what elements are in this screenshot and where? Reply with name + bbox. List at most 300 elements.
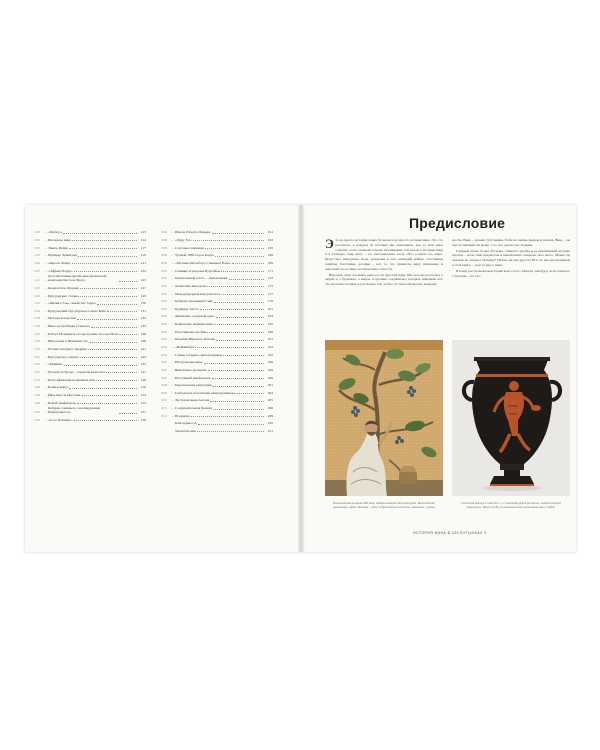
- toc-year: 2005: [161, 329, 168, 334]
- toc-page-number: 141: [140, 347, 146, 352]
- toc-entry[interactable]: [34, 383, 146, 390]
- toc-dash: —: [171, 352, 175, 357]
- toc-title: «Найлинберг»: [175, 345, 197, 349]
- preface-title: Предисловие: [409, 215, 506, 231]
- toc-page-number: 206: [267, 406, 273, 411]
- toc-leader-dots: [207, 285, 264, 287]
- toc-year: 1480: [34, 385, 41, 390]
- page-folio: ИСТОРИЯ ВИНА В 100 БУТЫЛКАХ 9: [413, 531, 487, 535]
- toc-dash: —: [171, 253, 175, 258]
- toc-title: Благодарность: [175, 421, 197, 426]
- toc-title: «Мозаика Мальборо Совиньон Блан»: [175, 260, 231, 265]
- toc-dash: —: [44, 369, 48, 374]
- toc-dash: —: [171, 314, 175, 319]
- toc-leader-dots: [91, 326, 137, 328]
- toc-entry[interactable]: [34, 337, 146, 344]
- toc-entry[interactable]: [161, 366, 273, 373]
- toc-year: 2010: [161, 398, 168, 403]
- toc-title: Бургундский бургундское основе Бейе: [48, 308, 106, 313]
- toc-entry[interactable]: [34, 406, 146, 415]
- toc-leader-dots: [69, 387, 137, 389]
- toc-entry[interactable]: [34, 352, 146, 359]
- toc-title: Шелковое вино: [48, 238, 72, 243]
- preface-paragraph: то не просто история самих бутылок и не просто история вина. Это сто рассказов, в каждом из которых мы описываем, как то или иное событие стало главным героем. Посвящение тем вехам в истории вина и в культуре, ведь вино – это неотъемлемая часть «Что создало его мир». Искусство, виноделие, мода, рождение и хаос империй, войны, счастливые ошибки, блестящие догадки – всё то, что принесло вину признание и непохожесть, и такие человеческие слабости.: [325, 238, 443, 271]
- toc-title: Бургундское главное: [48, 354, 79, 359]
- toc-year: 1415: [34, 285, 41, 290]
- toc-title: Вино на пробирке Стиновсс: [48, 324, 90, 329]
- toc-leader-dots: [214, 301, 264, 303]
- toc-entry[interactable]: [34, 243, 146, 250]
- toc-title: Бургундские статьи: [48, 293, 78, 298]
- toc-year: 1420: [34, 293, 41, 298]
- toc-year: 2000: [161, 253, 168, 258]
- toc-leader-dots: [215, 323, 264, 325]
- toc-entry[interactable]: [161, 289, 273, 296]
- toc-title: Самые «старые» виноградники: [175, 352, 222, 357]
- preface-paragraph: Впрочем, сама эта книга выросла из простой идеи. Мы хотели рассказать о людях и о бутылках, о вещах «случайно созданных», которые изменили всё, что мы пьём сегодня, и рассказать так, чтобы это было интересно каждому.: [325, 272, 443, 287]
- toc-entry[interactable]: [34, 236, 146, 243]
- toc-leader-dots: [215, 255, 264, 257]
- toc-page-number: 211: [267, 429, 273, 434]
- toc-page-number: 125: [140, 278, 146, 283]
- toc-leader-dots: [119, 280, 137, 282]
- toc-page-number: 196: [267, 360, 273, 365]
- toc-year: 2006: [161, 345, 168, 349]
- toc-page-number: 129: [140, 293, 146, 298]
- toc-title: Центральный Отаго – Дальновидно: [175, 276, 229, 281]
- toc-leader-dots: [213, 408, 264, 410]
- toc-dash: —: [44, 230, 48, 235]
- toc-year: 1998: [161, 238, 168, 243]
- toc-leader-dots: [96, 379, 137, 381]
- toc-entry[interactable]: [161, 228, 273, 235]
- toc-entry[interactable]: [34, 284, 146, 291]
- toc-year: 2003: [161, 299, 168, 304]
- toc-title: «Сэсе Плюмен»: [48, 417, 72, 422]
- toc-title: Пять вкусов Оргеоны: [48, 392, 81, 397]
- preface-text-column-2: [452, 238, 570, 278]
- mosaic-caption: Византийская мозаика XIII века, изображающая сбор винограда. Ватопедский монастырь, Афон. Мозаика – один из древнейших сюжетов, связанных с вином.: [332, 501, 436, 509]
- toc-dash: —: [171, 398, 175, 403]
- toc-entry[interactable]: [34, 375, 146, 382]
- toc-title: Урожай 1982 года в Бордо: [175, 253, 214, 258]
- toc-page-number: 184: [267, 314, 273, 319]
- toc-leader-dots: [212, 377, 264, 379]
- toc-dash: —: [171, 337, 175, 342]
- toc-dash: —: [171, 413, 175, 418]
- toc-entry[interactable]: [34, 291, 146, 298]
- toc-dash: —: [171, 299, 175, 304]
- toc-page-number: 163: [267, 238, 273, 243]
- toc-leader-dots: [232, 262, 264, 264]
- toc-dash: —: [171, 322, 175, 327]
- toc-page-number: 177: [267, 291, 273, 296]
- toc-leader-dots: [119, 412, 137, 414]
- toc-page-number: 114: [140, 238, 146, 243]
- toc-dash: —: [171, 260, 175, 265]
- toc-year: 2002: [161, 291, 168, 296]
- toc-entry[interactable]: [34, 266, 146, 273]
- toc-year: 1476: [34, 377, 41, 382]
- toc-entry[interactable]: [161, 396, 273, 403]
- toc-page-number: 189: [267, 329, 273, 334]
- toc-leader-dots: [207, 331, 264, 333]
- toc-dash: —: [44, 339, 48, 344]
- toc-leader-dots: [64, 364, 137, 366]
- toc-page-number: 169: [267, 260, 273, 265]
- toc-page-number: 136: [140, 331, 146, 336]
- toc-title: Кювелатное Фрэнки: [48, 285, 79, 290]
- toc-leader-dots: [69, 247, 137, 249]
- toc-entry[interactable]: [34, 368, 146, 375]
- toc-entry[interactable]: [161, 381, 273, 388]
- toc-entry[interactable]: [161, 358, 273, 365]
- toc-leader-dots: [77, 318, 137, 320]
- toc-leader-dots: [197, 430, 264, 432]
- preface-paragraph: мосты, Вино – знания субстанция. Если вот жизнь видная и полная, Вино – не просто выпивка на вечер, а то, что делает нас людьми.: [452, 238, 570, 247]
- toc-entry[interactable]: [34, 314, 146, 321]
- toc-year: 1996: [161, 230, 168, 235]
- toc-entry[interactable]: [161, 251, 273, 258]
- toc-entry[interactable]: [34, 228, 146, 235]
- toc-page-number: 165: [267, 245, 273, 250]
- toc-leader-dots: [204, 362, 264, 364]
- preface-paragraph: В нашу расстолковали истории всего этого. Иногда они будут всего-навсего о бутылке – на что...: [452, 268, 570, 278]
- toc-entry[interactable]: [161, 335, 273, 342]
- toc-year: 1445: [34, 331, 41, 336]
- toc-entry[interactable]: [161, 388, 273, 395]
- toc-leader-dots: [212, 385, 264, 387]
- toc-leader-dots: [229, 278, 264, 280]
- toc-title: Эмиль Пейно: [48, 245, 69, 250]
- toc-leader-dots: [119, 333, 137, 335]
- toc-year: 1999: [161, 245, 168, 250]
- toc-year: 1407: [34, 268, 41, 273]
- toc-page-number: 159: [140, 417, 146, 422]
- toc-year: 1490: [34, 400, 41, 405]
- toc-entry[interactable]: [161, 236, 273, 243]
- toc-page-number: 147: [140, 369, 146, 374]
- toc-year: 2001: [161, 276, 168, 281]
- toc-dash: —: [171, 329, 175, 334]
- toc-leader-dots: [78, 255, 137, 257]
- toc-page-number: 210: [267, 421, 273, 426]
- toc-year: 1403: [34, 260, 41, 265]
- toc-leader-dots: [216, 316, 264, 318]
- vase-caption: Греческий кратер V века до н. э. с краснофигурной росписью, изображающей пирующего. Такие сосуды использовали для смешивания вина с водой.: [461, 501, 561, 509]
- toc-page-number: 161: [267, 230, 273, 235]
- toc-leader-dots: [72, 262, 137, 264]
- toc-entry[interactable]: [161, 320, 273, 327]
- toc-title: «Эрру Тас»: [175, 238, 193, 243]
- toc-entry[interactable]: [161, 266, 273, 273]
- toc-dash: —: [44, 354, 48, 359]
- toc-year: 1430: [34, 308, 41, 313]
- toc-title: Экстремальная Англия: [175, 398, 210, 403]
- toc-page-number: 209: [267, 413, 273, 418]
- toc-entry[interactable]: [34, 345, 146, 352]
- toc-entry[interactable]: [161, 281, 273, 288]
- toc-entry[interactable]: [161, 411, 273, 418]
- toc-page-number: 199: [267, 367, 273, 372]
- toc-title: «Бароло Флёр»: [48, 260, 71, 265]
- toc-entry[interactable]: [161, 327, 273, 334]
- toc-dash: —: [44, 316, 48, 321]
- toc-title: Премьер Эрмитажа: [48, 253, 78, 258]
- toc-dash: —: [44, 417, 48, 422]
- toc-entry[interactable]: [34, 251, 146, 258]
- toc-entry[interactable]: [161, 350, 273, 357]
- toc-title: Кавказские лидианы вина: [175, 322, 214, 327]
- toc-entry[interactable]: [34, 329, 146, 336]
- toc-leader-dots: [210, 400, 264, 402]
- toc-year: 2008: [161, 383, 168, 388]
- toc-leader-dots: [208, 369, 265, 371]
- drop-cap: Э: [325, 236, 334, 251]
- toc-title: Дело Бюзеньяк против винодельческой компании Кастель Фрэрэ: [48, 273, 107, 283]
- toc-leader-dots: [63, 232, 137, 234]
- toc-page-number: 201: [267, 383, 273, 388]
- toc-title: Пластиковые пробки: [175, 329, 207, 334]
- toc-title: Классификация почвенных вин: [48, 377, 95, 382]
- toc-title: Указатель вин: [175, 429, 196, 434]
- toc-year: 1440: [34, 324, 41, 329]
- toc-year: 2007: [161, 375, 168, 380]
- toc-page-number: 191: [267, 337, 273, 342]
- toc-year: 2011: [161, 406, 168, 411]
- toc-title: Винтажное хранение: [175, 367, 207, 372]
- toc-entry[interactable]: [161, 304, 273, 311]
- toc-entry[interactable]: [34, 360, 146, 367]
- toc-title: Натуральные вина: [175, 360, 203, 365]
- toc-year: 1436: [34, 316, 41, 321]
- toc-leader-dots: [73, 419, 137, 421]
- toc-dash: —: [44, 268, 48, 273]
- toc-leader-dots: [200, 308, 264, 310]
- toc-leader-dots: [80, 356, 137, 358]
- toc-dash: —: [44, 293, 48, 298]
- toc-title: Вина цены в Шампани тех: [48, 339, 88, 344]
- toc-leader-dots: [218, 270, 264, 272]
- toc-dash: —: [171, 291, 175, 296]
- toc-title: Каберне завоевывает мир: [175, 299, 214, 304]
- toc-entry[interactable]: [161, 419, 273, 426]
- toc-title: Конкон вирус: [48, 385, 69, 390]
- toc-dash: —: [44, 392, 48, 397]
- toc-title: Сортовые названия: [175, 245, 204, 250]
- toc-dash: —: [44, 245, 48, 250]
- toc-dash: —: [171, 276, 175, 281]
- toc-title: Сокрушительная Кьянти: [175, 406, 212, 411]
- toc-leader-dots: [212, 232, 264, 234]
- toc-entry[interactable]: [34, 299, 146, 306]
- toc-page-number: 135: [140, 324, 146, 329]
- toc-title: Бароньевская репутация: [175, 383, 212, 388]
- toc-leader-dots: [89, 341, 137, 343]
- toc-entry[interactable]: [34, 390, 146, 397]
- toc-year: 2005: [161, 337, 168, 342]
- toc-year: 2006: [161, 352, 168, 357]
- toc-title: Международная консультанта: [175, 291, 220, 296]
- toc-dash: —: [171, 245, 175, 250]
- toc-year: 1425: [34, 301, 41, 306]
- toc-entry[interactable]: [161, 427, 273, 434]
- toc-year: 1411: [34, 278, 41, 283]
- toc-year: 1461: [34, 354, 41, 359]
- toc-leader-dots: [216, 339, 264, 341]
- toc-page-number: 193: [267, 345, 273, 349]
- toc-page-number: 195: [267, 352, 273, 357]
- toc-entry[interactable]: [34, 274, 146, 283]
- toc-page-number: 121: [140, 260, 146, 265]
- toc-title: Латинские виноделы: [175, 283, 207, 288]
- toc-entry[interactable]: [34, 398, 146, 405]
- toc-leader-dots: [72, 239, 137, 241]
- toc-page-number: 122: [140, 268, 146, 273]
- toc-title: Белый зинфандель: [48, 400, 76, 405]
- greek-vase-image: [452, 340, 570, 496]
- toc-year: 1470: [34, 369, 41, 374]
- toc-dash: —: [44, 253, 48, 258]
- toc-page-number: 153: [140, 392, 146, 397]
- toc-page-number: 200: [267, 375, 273, 380]
- toc-page-number: 172: [267, 276, 273, 281]
- toc-title: Движение «здоровой еды»: [175, 314, 215, 319]
- toc-year: 1455: [34, 347, 41, 352]
- toc-page-number: 155: [140, 400, 146, 405]
- toc-leader-dots: [74, 270, 137, 272]
- toc-dash: —: [44, 377, 48, 382]
- toc-page-number: 127: [140, 285, 146, 290]
- toc-page-number: 203: [267, 390, 273, 395]
- toc-title: Настоящий Зинфандель: [175, 375, 211, 380]
- toc-page-number: 113: [140, 230, 146, 235]
- toc-title: Почему не бренд – гарантия качества?: [48, 369, 106, 374]
- toc-dash: —: [44, 278, 48, 283]
- toc-dash: —: [171, 367, 175, 372]
- contents-page: [25, 205, 300, 552]
- mosaic-image: [325, 340, 443, 496]
- toc-leader-dots: [197, 346, 264, 348]
- toc-leader-dots: [191, 415, 264, 417]
- toc-leader-dots: [88, 348, 137, 350]
- toc-column-1: [34, 228, 146, 423]
- toc-year: 1382: [34, 230, 41, 235]
- toc-leader-dots: [81, 394, 137, 396]
- toc-page-number: 157: [140, 410, 146, 415]
- toc-entry[interactable]: [34, 259, 146, 266]
- toc-entry[interactable]: [161, 404, 273, 411]
- toc-entry[interactable]: [161, 312, 273, 319]
- toc-page-number: 130: [140, 301, 146, 306]
- toc-year: 2000: [161, 260, 168, 265]
- toc-dash: —: [44, 285, 48, 290]
- toc-dash: —: [171, 238, 175, 243]
- toc-dash: —: [44, 308, 48, 313]
- toc-column-2: [161, 228, 273, 434]
- toc-page-number: 175: [267, 283, 273, 288]
- toc-entry[interactable]: [161, 259, 273, 266]
- toc-page-number: 117: [140, 245, 146, 250]
- toc-year: 2007: [161, 367, 168, 372]
- toc-dash: —: [171, 406, 175, 411]
- toc-year: 2001: [161, 268, 168, 273]
- toc-title: «Ридини»: [48, 362, 63, 367]
- toc-year: 1495: [34, 410, 41, 415]
- toc-leader-dots: [198, 423, 264, 425]
- toc-page-number: 181: [267, 306, 273, 311]
- toc-year: 2006: [161, 360, 168, 365]
- toc-page-number: 166: [267, 253, 273, 258]
- toc-leader-dots: [77, 402, 137, 404]
- toc-entry[interactable]: [161, 274, 273, 281]
- toc-page-number: 132: [140, 316, 146, 321]
- toc-entry[interactable]: [34, 306, 146, 313]
- preface-paragraph: Главный сцене, бочка, бутылка, этикетка, пробка и ее неизбежный спутник штопор – всем этим предметам и нашей книге отведено свое место. Может ли человек не открыть бутылку? Нужно ли ему другое? Всё это мы рассказываем в этой книге, – и не только о вине.: [452, 248, 570, 267]
- toc-leader-dots: [205, 247, 264, 249]
- toc-page-number: 185: [267, 322, 273, 327]
- toc-leader-dots: [107, 310, 138, 312]
- toc-page-number: 145: [140, 362, 146, 367]
- toc-dash: —: [171, 283, 175, 288]
- toc-year: 2002: [161, 283, 168, 288]
- toc-dash: —: [171, 306, 175, 311]
- toc-dash: —: [171, 360, 175, 365]
- book-spread: [25, 205, 576, 552]
- toc-dash: —: [171, 345, 175, 349]
- toc-leader-dots: [97, 303, 137, 305]
- toc-dash: —: [44, 362, 48, 367]
- toc-dash: —: [44, 260, 48, 265]
- toc-year: 1500: [34, 417, 41, 422]
- toc-page-number: 138: [140, 339, 146, 344]
- toc-year: 1450: [34, 339, 41, 344]
- toc-page-number: 131: [140, 308, 146, 313]
- toc-dash: —: [44, 238, 48, 243]
- toc-entry[interactable]: [161, 243, 273, 250]
- toc-title: Методы и коробки: [48, 316, 76, 321]
- toc-page-number: 142: [140, 354, 146, 359]
- toc-entry[interactable]: [161, 343, 273, 350]
- toc-year: 2009: [161, 390, 168, 395]
- toc-entry[interactable]: [161, 373, 273, 380]
- toc-page-number: 150: [140, 385, 146, 390]
- toc-year: 2012: [161, 413, 168, 418]
- toc-leader-dots: [223, 354, 264, 356]
- toc-dash: —: [171, 383, 175, 388]
- toc-leader-dots: [78, 295, 137, 297]
- toc-title: Слияние агропроме Бургойн: [175, 268, 218, 273]
- toc-title: Каберне совиньон с кноширувание Барбертвилсон: [48, 405, 101, 415]
- toc-title: Италия покоряет чакарию: [48, 347, 87, 352]
- toc-entry[interactable]: [34, 415, 146, 422]
- toc-title: Роберт Мондави и его программа Лосона Ноти: [48, 331, 118, 336]
- toc-dash: —: [171, 375, 175, 380]
- toc-page-number: 205: [267, 398, 273, 403]
- toc-year: 1384: [34, 238, 41, 243]
- toc-year: 2004: [161, 314, 168, 319]
- toc-leader-dots: [106, 371, 137, 373]
- toc-year: 2004: [161, 306, 168, 311]
- toc-leader-dots: [193, 239, 264, 241]
- toc-year: 1391: [34, 245, 41, 250]
- toc-dash: —: [44, 385, 48, 390]
- toc-entry[interactable]: [34, 322, 146, 329]
- toc-leader-dots: [221, 293, 264, 295]
- toc-entry[interactable]: [161, 297, 273, 304]
- toc-dash: —: [44, 301, 48, 306]
- toc-title: «Физик Стэн» семейства Торрес: [48, 301, 97, 306]
